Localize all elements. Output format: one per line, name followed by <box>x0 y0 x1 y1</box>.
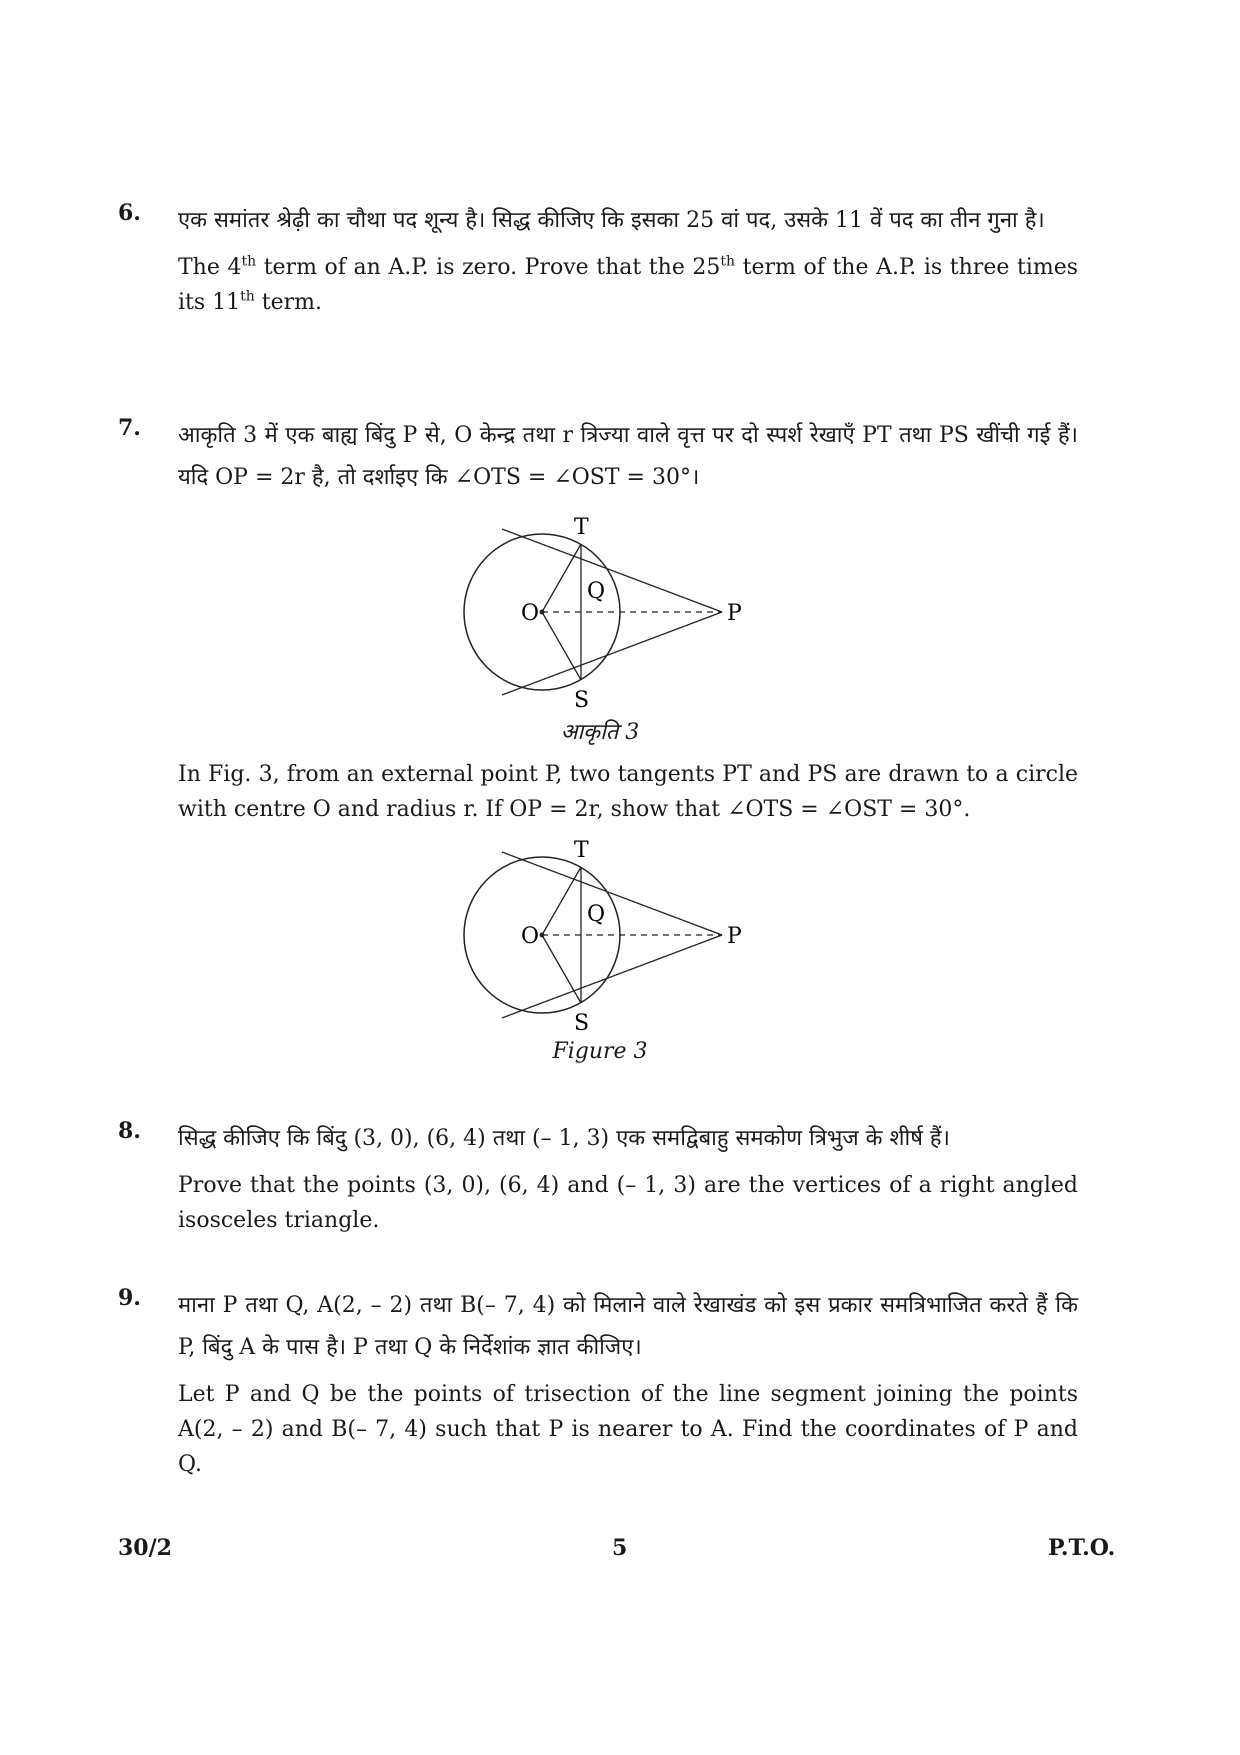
question-text-hindi: आकृति 3 में एक बाह्य बिंदु P से, O केन्द्र तथा r त्रिज्या वाले वृत्त पर दो स्पर्श रेखाएँ PT तथा PS खींची गई हैं। यदि OP = 2r है, तो दर्शाइए कि ∠OTS = ∠OST = 30°। <box>178 423 1078 490</box>
figure-3-english <box>440 835 760 1064</box>
tangent-pt <box>502 529 722 612</box>
figure-caption: Figure 3 <box>552 1039 648 1064</box>
radius-ot <box>542 544 581 612</box>
question-8 <box>118 1118 1078 1238</box>
label-q: Q <box>587 902 606 927</box>
tangent-diagram <box>440 835 760 1035</box>
tangent-pt <box>502 852 722 935</box>
question-text-english: In Fig. 3, from an external point P, two tangents PT and PS are drawn to a circle with centre O and radius r. If OP = 2r, show that ∠OTS = ∠OST = 30°. <box>178 762 1078 822</box>
question-6 <box>118 200 1078 320</box>
question-number: 6. <box>118 200 141 226</box>
label-t: T <box>574 838 589 863</box>
question-number: 7. <box>118 415 141 441</box>
question-7 <box>118 415 1078 499</box>
question-text-hindi: माना P तथा Q, A(2, – 2) तथा B(– 7, 4) को मिलाने वाले रेखाखंड को इस प्रकार समत्रिभाजित करते हैं कि P, बिंदु A के पास है। P तथा Q के निर्देशांक ज्ञात कीजिए। <box>178 1293 1078 1360</box>
label-o: O <box>521 924 540 949</box>
radius-os <box>542 935 581 1003</box>
page-number: 5 <box>612 1535 628 1561</box>
question-number: 9. <box>118 1285 141 1311</box>
please-turn-over: P.T.O. <box>1048 1535 1116 1561</box>
radius-os <box>542 612 581 680</box>
paper-code: 30/2 <box>118 1535 172 1561</box>
label-q: Q <box>587 579 606 604</box>
question-number: 8. <box>118 1118 141 1144</box>
question-text-english: Prove that the points (3, 0), (6, 4) and (– 1, 3) are the vertices of a right angled isosceles triangle. <box>178 1173 1078 1233</box>
figure-3-hindi <box>440 512 760 746</box>
question-text-english: Let P and Q be the points of trisection of the line segment joining the points A(2, – 2) and B(– 7, 4) such that P is nearer to A. Find the coordinates of P and Q. <box>178 1382 1078 1477</box>
question-9 <box>118 1285 1078 1482</box>
question-text-english: The 4th term of an A.P. is zero. Prove that the 25th term of the A.P. is three times its 11th term. <box>178 253 1078 315</box>
label-p: P <box>727 601 742 626</box>
question-7-english <box>118 757 1078 827</box>
label-o: O <box>521 601 540 626</box>
label-p: P <box>727 924 742 949</box>
figure-caption: आकृति 3 <box>560 720 640 745</box>
question-text-hindi: एक समांतर श्रेढ़ी का चौथा पद शून्य है। सिद्ध कीजिए कि इसका 25 वां पद, उसके 11 वें पद का तीन गुना है। <box>178 208 1045 233</box>
question-text-hindi: सिद्ध कीजिए कि बिंदु (3, 0), (6, 4) तथा (– 1, 3) एक समद्विबाहु समकोण त्रिभुज के शीर्ष हैं। <box>178 1126 950 1151</box>
radius-ot <box>542 867 581 935</box>
centre-dot <box>540 610 545 615</box>
centre-dot <box>540 933 545 938</box>
label-s: S <box>574 1011 590 1035</box>
label-s: S <box>574 688 590 712</box>
tangent-diagram <box>440 512 760 712</box>
label-t: T <box>574 515 589 540</box>
